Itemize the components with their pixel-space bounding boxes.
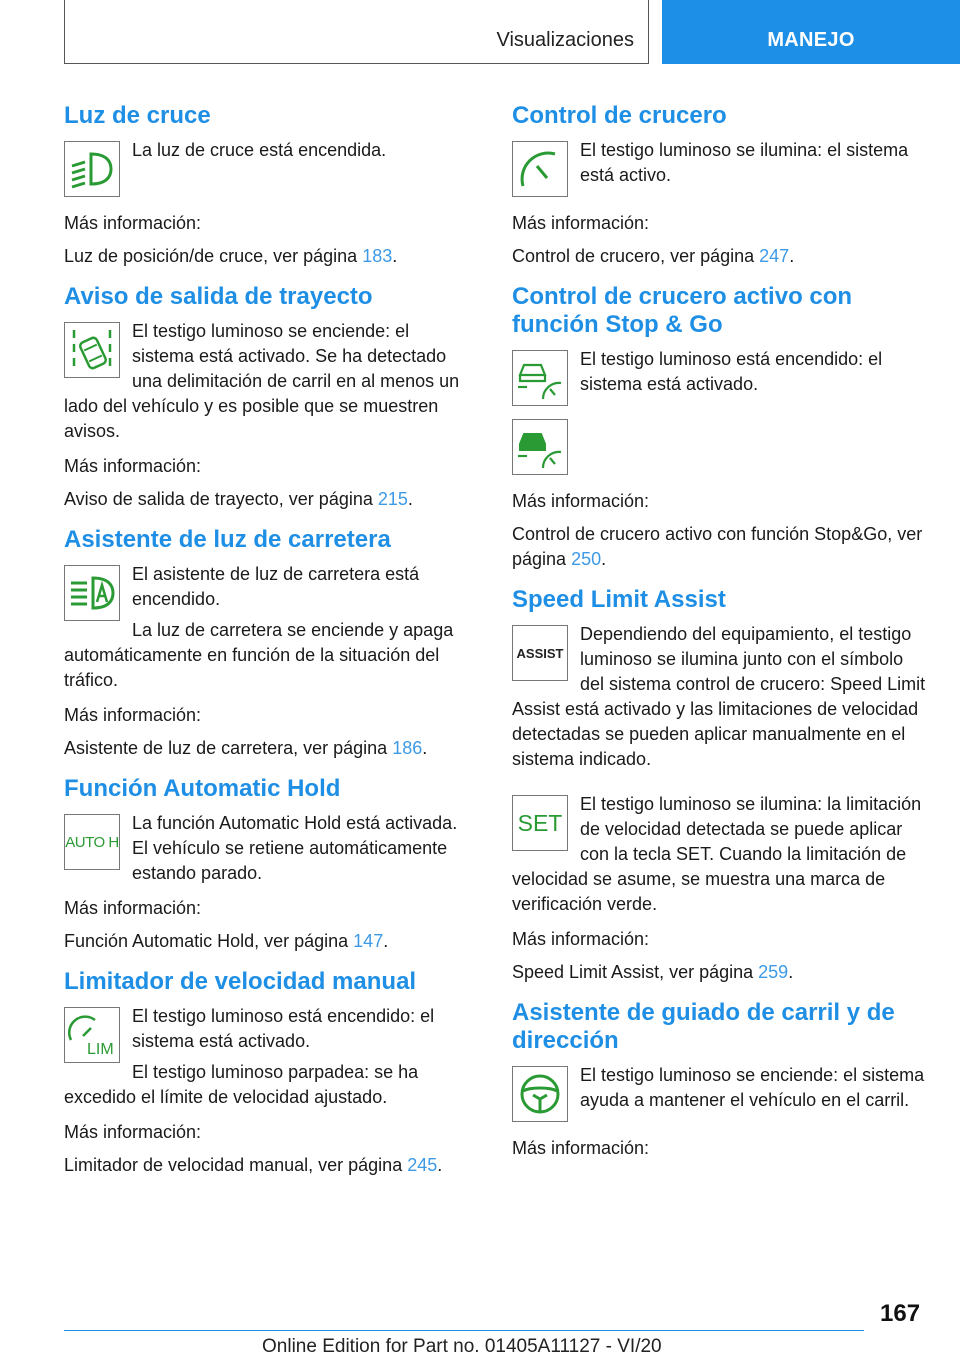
lane-departure-icon (64, 322, 120, 378)
more-info-reference: Limitador de velocidad manual, ver página 245. (64, 1155, 443, 1175)
section-title: Speed Limit Assist (512, 586, 726, 613)
more-info-reference: Aviso de salida de trayecto, ver página 215. (64, 489, 413, 509)
low-beam-icon (64, 141, 120, 197)
more-info-label: Más información: (512, 491, 650, 511)
speed-limiter-icon (64, 1007, 120, 1063)
section-text: La luz de carretera se enciende y apaga automáticamente en función de la situación del tráfico. (64, 620, 454, 690)
more-info-reference: Luz de posición/de cruce, ver página 183. (64, 246, 398, 266)
page-link[interactable]: 183 (362, 246, 393, 266)
footer-divider (64, 1330, 864, 1331)
indicator-block (512, 138, 928, 201)
section-auto-hold (64, 775, 476, 954)
more-info-label: Más información: (512, 1138, 650, 1158)
indicator-block (64, 562, 476, 693)
page-link[interactable]: 259 (758, 962, 789, 982)
section-text: La función Automatic Hold está activada. El vehículo se retiene automáticamente estando parado. (132, 813, 458, 883)
indicator-block (64, 1004, 476, 1110)
section-text: El asistente de luz de carretera está encendido. (132, 564, 420, 609)
more-info-label: Más información: (64, 1122, 202, 1142)
more-info-reference: Control de crucero, ver página 247. (512, 246, 795, 266)
header-section-label: Visualizaciones (496, 29, 634, 51)
section-title: Asistente de luz de carretera (64, 526, 391, 553)
more-info-reference: Función Automatic Hold, ver página 147. (64, 931, 389, 951)
section-text: El testigo luminoso se enciende: el sistema está activado. Se ha detectado una delimitación de carril en al menos un lado del vehículo y es posible que se muestren avisos. (64, 321, 460, 441)
section-steering-assistant (512, 999, 928, 1161)
indicator-block (512, 792, 928, 917)
section-title: Limitador de velocidad manual (64, 968, 417, 995)
more-info-reference: Speed Limit Assist, ver página 259. (512, 962, 794, 982)
section-title: Función Automatic Hold (64, 775, 341, 802)
more-info-label: Más información: (512, 929, 650, 949)
section-low-beam (64, 102, 476, 269)
page-link[interactable]: 245 (407, 1155, 438, 1175)
left-column (64, 102, 476, 1192)
header-chapter-label: MANEJO (767, 29, 855, 51)
page-link[interactable]: 147 (353, 931, 384, 951)
indicator-block (64, 811, 476, 886)
section-text: La luz de cruce está encendida. (132, 140, 387, 160)
section-title: Control de crucero activo con función Stop & Go (512, 283, 853, 338)
set-icon: SET (512, 795, 568, 851)
auto-hold-icon: AUTO H (64, 814, 120, 870)
section-speed-limiter (64, 968, 476, 1178)
acc-active-icon (512, 419, 568, 475)
more-info-label: Más información: (64, 898, 202, 918)
section-text: El testigo luminoso se enciende: el sistema ayuda a mantener el vehículo en el carril. (580, 1065, 925, 1110)
high-beam-assist-icon (64, 565, 120, 621)
more-info-label: Más información: (64, 705, 202, 725)
page-link[interactable]: 215 (377, 489, 408, 509)
section-high-beam-assist (64, 526, 476, 761)
section-title: Luz de cruce (64, 102, 211, 129)
section-text: El testigo luminoso está encendido: el sistema está activado. (132, 1006, 435, 1051)
footer-edition: Online Edition for Part no. 01405A11127 - VI/20 (262, 1336, 662, 1357)
more-info-label: Más información: (512, 213, 650, 233)
section-text: El testigo luminoso se ilumina: el sistema está activo. (580, 140, 909, 185)
section-title: Aviso de salida de trayecto (64, 283, 373, 310)
section-title: Asistente de guiado de carril y de dirección (512, 999, 895, 1054)
indicator-block (64, 319, 476, 444)
right-column (512, 102, 928, 1175)
page-link[interactable]: 247 (759, 246, 790, 266)
svg-text:LIM: LIM (87, 1041, 114, 1058)
page-link[interactable]: 186 (392, 738, 423, 758)
section-text: Dependiendo del equipamiento, el testigo luminoso se ilumina junto con el símbolo del sistema control de crucero: Speed Limit Assist está activado y las limitaciones de velocidad detectadas se pueden aplicar manualmente en el sistema indicado. (512, 624, 926, 769)
section-acc-stop-go (512, 283, 928, 572)
indicator-block (512, 347, 928, 410)
indicator-block (512, 416, 928, 479)
section-text: El testigo luminoso parpadea: se ha excedido el límite de velocidad ajustado. (64, 1062, 419, 1107)
more-info-reference: Asistente de luz de carretera, ver página 186. (64, 738, 428, 758)
assist-icon: ASSIST (512, 625, 568, 681)
section-text: El testigo luminoso está encendido: el sistema está activado. (580, 349, 883, 394)
indicator-block (512, 1063, 928, 1126)
header-chapter-tab (662, 0, 960, 64)
indicator-block (512, 622, 928, 772)
section-speed-limit-assist (512, 586, 928, 985)
section-text: El testigo luminoso se ilumina: la limitación de velocidad detectada se puede aplicar con la tecla SET. Cuando la limitación de velocidad se asume, se muestra una marca de verificación verde. (512, 794, 922, 914)
section-cruise-control (512, 102, 928, 269)
more-info-label: Más información: (64, 456, 202, 476)
cruise-control-icon (512, 141, 568, 197)
page-link[interactable]: 250 (571, 549, 602, 569)
indicator-block (64, 138, 476, 201)
section-lane-departure (64, 283, 476, 512)
page-number: 167 (880, 1300, 921, 1327)
acc-outline-icon (512, 350, 568, 406)
steering-wheel-icon (512, 1066, 568, 1122)
header-section-tab (64, 0, 649, 64)
section-title: Control de crucero (512, 102, 727, 129)
more-info-label: Más información: (64, 213, 202, 233)
more-info-reference: Control de crucero activo con función Stop&Go, ver página 250. (512, 524, 923, 569)
